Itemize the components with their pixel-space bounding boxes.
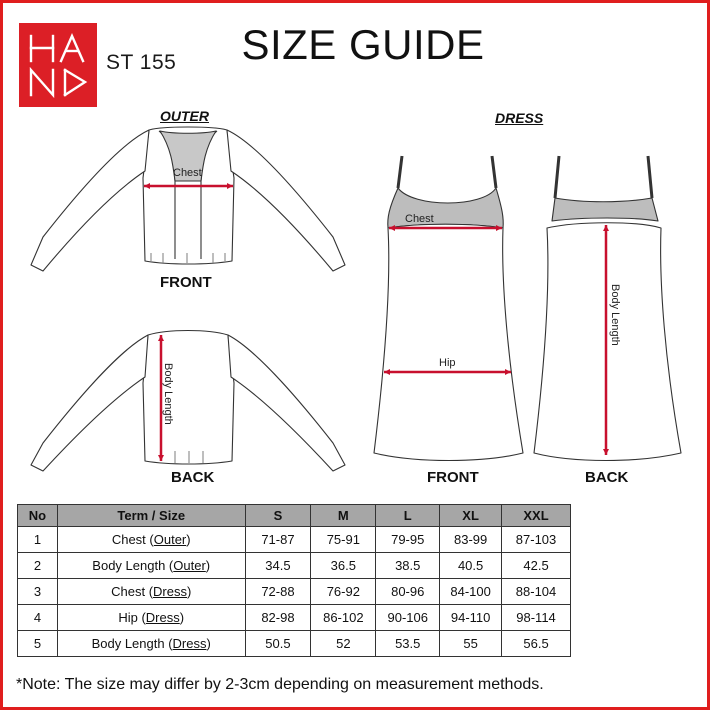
dress-front-label: FRONT bbox=[427, 469, 479, 486]
cell-xl: 55 bbox=[440, 631, 502, 657]
garment-illustrations bbox=[3, 3, 710, 503]
cell-xl: 40.5 bbox=[440, 553, 502, 579]
cell-xxl: 87-103 bbox=[502, 527, 571, 553]
header-no: No bbox=[18, 505, 58, 527]
cell-xl: 83-99 bbox=[440, 527, 502, 553]
dress-body-length-label: Body Length bbox=[609, 284, 621, 346]
row-term: Chest (Dress) bbox=[57, 579, 245, 605]
measurement-note: *Note: The size may differ by 2-3cm depending on measurement methods. bbox=[16, 676, 544, 693]
dress-back-label: BACK bbox=[585, 469, 629, 486]
row-number: 4 bbox=[18, 605, 58, 631]
outer-front-label: FRONT bbox=[160, 274, 212, 291]
outer-heading: OUTER bbox=[160, 108, 209, 124]
row-number: 3 bbox=[18, 579, 58, 605]
cell-s: 50.5 bbox=[245, 631, 311, 657]
outer-chest-label: Chest bbox=[173, 167, 202, 179]
dress-heading: DRESS bbox=[495, 110, 544, 126]
header-size-xl: XL bbox=[440, 505, 502, 527]
table-row bbox=[18, 579, 571, 605]
row-number: 2 bbox=[18, 553, 58, 579]
row-number: 1 bbox=[18, 527, 58, 553]
cell-xxl: 98-114 bbox=[502, 605, 571, 631]
row-term: Chest (Outer) bbox=[57, 527, 245, 553]
table-row bbox=[18, 605, 571, 631]
table-row bbox=[18, 527, 571, 553]
table-row bbox=[18, 553, 571, 579]
dress-chest-label: Chest bbox=[405, 213, 434, 225]
cell-m: 86-102 bbox=[311, 605, 376, 631]
cell-l: 79-95 bbox=[376, 527, 440, 553]
header-term: Term / Size bbox=[57, 505, 245, 527]
header-size-l: L bbox=[376, 505, 440, 527]
outer-back-label: BACK bbox=[171, 469, 215, 486]
row-term: Body Length (Dress) bbox=[57, 631, 245, 657]
page-title: SIZE GUIDE bbox=[241, 21, 485, 68]
cell-xl: 84-100 bbox=[440, 579, 502, 605]
cell-m: 36.5 bbox=[311, 553, 376, 579]
cell-xxl: 88-104 bbox=[502, 579, 571, 605]
cell-s: 71-87 bbox=[245, 527, 311, 553]
cell-s: 82-98 bbox=[245, 605, 311, 631]
outer-front-drawing bbox=[31, 127, 345, 271]
product-code: ST 155 bbox=[106, 51, 177, 74]
header-size-xxl: XXL bbox=[502, 505, 571, 527]
outer-back-drawing bbox=[31, 331, 345, 472]
cell-l: 90-106 bbox=[376, 605, 440, 631]
header-size-s: S bbox=[245, 505, 311, 527]
outer-body-length-label: Body Length bbox=[162, 363, 174, 425]
row-term: Hip (Dress) bbox=[57, 605, 245, 631]
size-table bbox=[17, 504, 571, 657]
cell-l: 80-96 bbox=[376, 579, 440, 605]
cell-m: 75-91 bbox=[311, 527, 376, 553]
cell-m: 76-92 bbox=[311, 579, 376, 605]
dress-back-drawing bbox=[534, 156, 681, 461]
row-number: 5 bbox=[18, 631, 58, 657]
row-term: Body Length (Outer) bbox=[57, 553, 245, 579]
table-row bbox=[18, 631, 571, 657]
cell-s: 72-88 bbox=[245, 579, 311, 605]
cell-xxl: 42.5 bbox=[502, 553, 571, 579]
header-size-m: M bbox=[311, 505, 376, 527]
dress-front-drawing bbox=[374, 156, 523, 461]
cell-l: 38.5 bbox=[376, 553, 440, 579]
table-header-row bbox=[18, 505, 571, 527]
cell-l: 53.5 bbox=[376, 631, 440, 657]
dress-hip-label: Hip bbox=[439, 357, 456, 369]
cell-s: 34.5 bbox=[245, 553, 311, 579]
cell-m: 52 bbox=[311, 631, 376, 657]
cell-xxl: 56.5 bbox=[502, 631, 571, 657]
cell-xl: 94-110 bbox=[440, 605, 502, 631]
